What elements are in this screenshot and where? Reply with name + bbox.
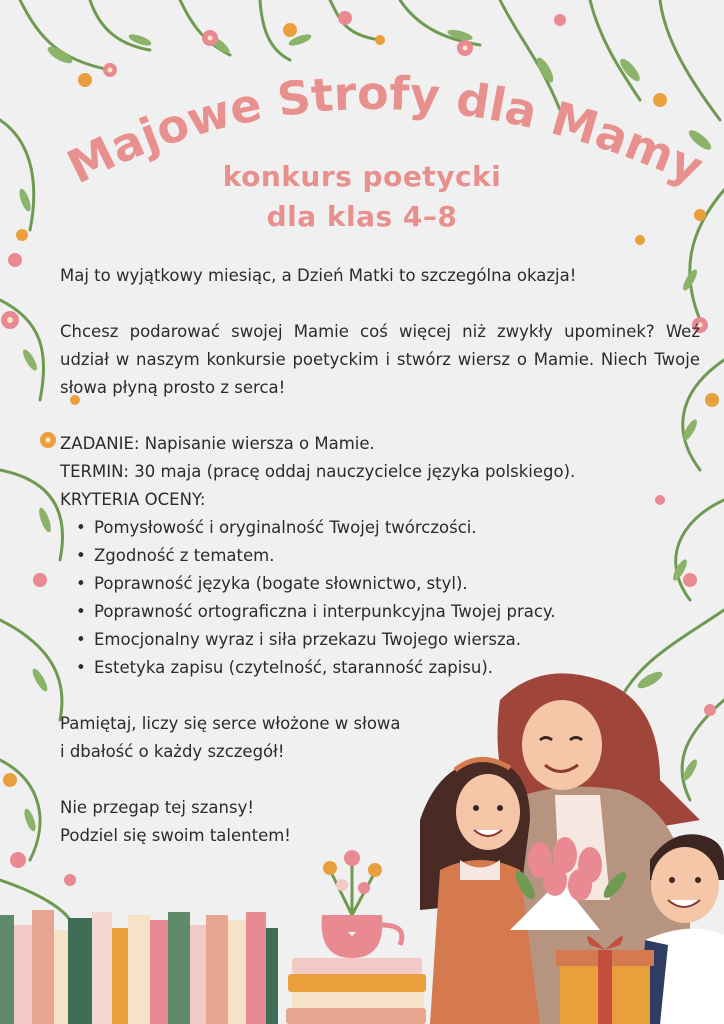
deadline-text: TERMIN: 30 maja (pracę oddaj nauczycielce języka polskiego).	[60, 462, 576, 481]
criteria-item: • Estetyka zapisu (czytelność, staranność zapisu).	[94, 654, 700, 682]
criteria-heading: KRYTERIA OCENY:	[60, 490, 206, 509]
page-title: Majowe Strofy dla Mamy	[58, 70, 712, 196]
reminder-line1: Pamiętaj, liczy się serce włożone w słowa	[60, 714, 401, 733]
subtitle-line2: dla klas 4–8	[266, 200, 458, 233]
criteria-item: • Pomysłowość i oryginalność Twojej twórczości.	[94, 514, 700, 542]
intro-text: Maj to wyjątkowy miesiąc, a Dzień Matki to szczególna okazja!	[60, 266, 577, 285]
reminder-line2: i dbałość o każdy szczegół!	[60, 742, 285, 761]
criteria-item: • Zgodność z tematem.	[94, 542, 700, 570]
criteria-item: • Emocjonalny wyraz i siła przekazu Twojego wiersza.	[94, 626, 700, 654]
closing-line1: Nie przegap tej szansy!	[60, 798, 254, 817]
books-stack-icon	[0, 910, 278, 1024]
task-text: ZADANIE: Napisanie wiersza o Mamie.	[60, 434, 375, 453]
closing-line2: Podziel się swoim talentem!	[60, 826, 291, 845]
criteria-item: • Poprawność języka (bogate słownictwo, styl).	[94, 570, 700, 598]
flower-teapot-icon	[286, 850, 426, 1024]
invite-text: Chcesz podarować swojej Mamie coś więcej niż zwykły upominek? Weź udział w naszym konkursie poetyckim i stwórz wiersz o Mamie. Niech Twoje słowa płyną prosto z serca!	[60, 322, 700, 397]
criteria-item: • Poprawność ortograficzna i interpunkcyjna Twojej pracy.	[94, 598, 700, 626]
mother-and-children-illustration-icon	[420, 673, 724, 1024]
subtitle-line1: konkurs poetycki	[222, 160, 502, 193]
